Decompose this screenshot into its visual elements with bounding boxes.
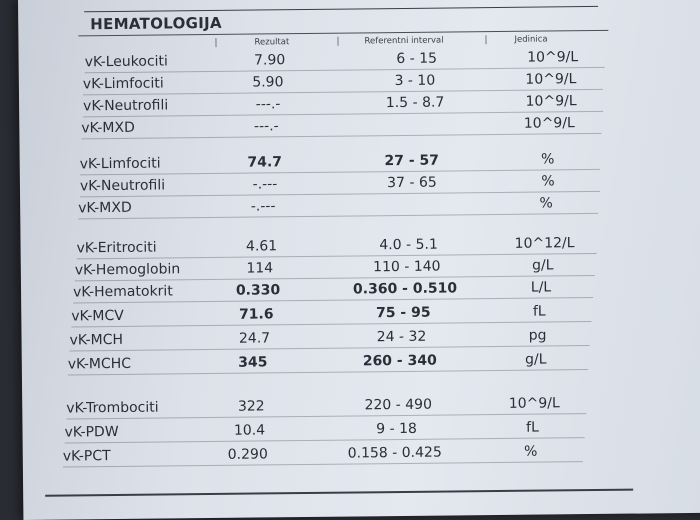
unit-value: g/L	[476, 348, 596, 371]
row-underline	[78, 213, 598, 219]
reference-interval: 75 - 95	[323, 301, 483, 325]
header-unit: Jedinica	[514, 34, 547, 44]
test-name: vK-MXD	[81, 117, 135, 140]
result-value: 10.4	[194, 419, 304, 442]
bottom-rule	[45, 489, 633, 497]
header-result: Rezultat	[254, 37, 289, 47]
unit-value: 10^9/L	[491, 90, 611, 113]
result-value: ---.-	[213, 93, 323, 116]
result-value: 345	[198, 351, 308, 374]
test-name: vK-MCHC	[68, 353, 131, 376]
reference-interval: 6 - 15	[337, 47, 497, 71]
reference-interval: 260 - 340	[320, 349, 480, 373]
test-name: vK-Hemoglobin	[75, 258, 181, 281]
reference-interval: 4.0 - 5.1	[328, 233, 488, 257]
column-separator: |	[214, 38, 217, 48]
reference-interval: 24 - 32	[321, 325, 481, 349]
unit-value: fL	[479, 300, 599, 323]
result-value: 0.290	[193, 443, 303, 466]
result-value: 0.330	[203, 279, 313, 302]
column-separator: |	[336, 37, 339, 47]
reference-interval: 3 - 10	[335, 69, 495, 93]
result-value: 5.90	[213, 71, 323, 94]
result-value: 24.7	[199, 327, 309, 350]
unit-value: 10^9/L	[491, 68, 611, 91]
result-value: -.---	[210, 173, 320, 196]
test-name: vK-Neutrofili	[83, 94, 168, 117]
result-value: 71.6	[201, 303, 311, 326]
unit-value: pg	[477, 324, 597, 347]
unit-value: 10^9/L	[489, 112, 609, 135]
test-name: vK-Neutrofili	[80, 174, 165, 197]
unit-value: %	[488, 170, 608, 193]
header-reference: Referentni interval	[364, 36, 443, 47]
reference-interval: 0.360 - 0.510	[325, 277, 485, 301]
reference-interval: 27 - 57	[332, 149, 492, 173]
unit-value: fL	[472, 416, 592, 439]
test-name: vK-Leukociti	[85, 50, 168, 73]
unit-value: %	[486, 192, 606, 215]
test-name: vK-Trombociti	[66, 397, 159, 420]
test-name: vK-Limfociti	[80, 153, 161, 176]
test-name: vK-Limfociti	[83, 72, 164, 95]
unit-value: g/L	[483, 254, 603, 277]
result-value: 4.61	[206, 235, 316, 258]
test-name: vK-Eritrociti	[76, 237, 156, 260]
unit-value: 10^9/L	[474, 392, 594, 415]
unit-value: 10^12/L	[484, 232, 604, 255]
test-name: vK-PCT	[63, 445, 111, 467]
result-value: 74.7	[210, 151, 320, 174]
test-name: vK-MCH	[69, 329, 123, 352]
reference-interval: 37 - 65	[332, 171, 492, 195]
reference-interval: 220 - 490	[318, 393, 478, 417]
result-value: 7.90	[215, 49, 325, 72]
result-value: 322	[196, 395, 306, 418]
unit-value: %	[488, 148, 608, 171]
unit-value: %	[471, 440, 591, 463]
top-rule	[84, 6, 598, 12]
reference-interval: 9 - 18	[316, 417, 476, 441]
result-value: ---.-	[211, 115, 321, 138]
test-name: vK-MXD	[78, 197, 132, 220]
reference-interval: 0.158 - 0.425	[315, 441, 475, 465]
column-separator: |	[484, 35, 487, 45]
unit-value: L/L	[481, 276, 601, 299]
lab-report-sheet	[18, 0, 700, 520]
reference-interval: 110 - 140	[327, 255, 487, 279]
reference-interval: 1.5 - 8.7	[335, 91, 495, 115]
test-name: vK-Hematokrit	[73, 280, 173, 303]
unit-value: 10^9/L	[493, 46, 613, 69]
result-value: 114	[205, 257, 315, 280]
row-underline	[81, 133, 601, 139]
test-name: vK-MCV	[71, 305, 124, 328]
test-name: vK-PDW	[64, 421, 118, 444]
result-value: -.---	[208, 195, 318, 218]
section-title: HEMATOLOGIJA	[90, 14, 222, 33]
